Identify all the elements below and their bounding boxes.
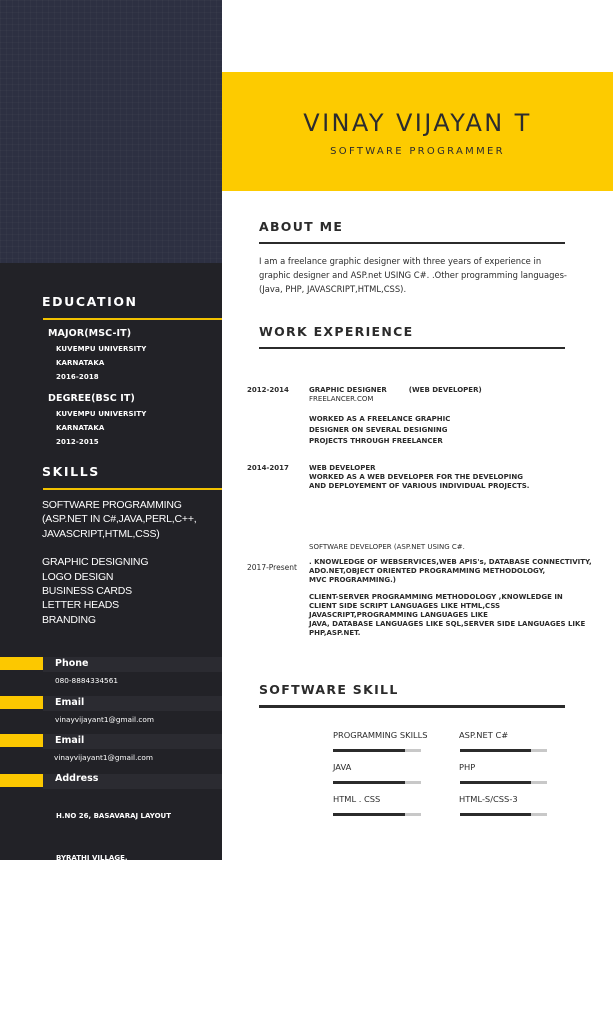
skill-item: LETTER HEADS [42, 599, 119, 612]
skill-bar [460, 781, 547, 784]
job-dates: 2014-2017 [247, 464, 289, 472]
job-desc-line: PHP,ASP.NET. [309, 629, 361, 637]
education-years: 2012-2015 [56, 438, 99, 446]
education-location: KARNATAKA [56, 424, 105, 432]
address-label: Address [55, 773, 99, 784]
skill-bar-fill [460, 813, 531, 816]
education-location: KARNATAKA [56, 359, 105, 367]
address-value [56, 781, 171, 1019]
address-marker-icon [0, 774, 43, 787]
email-value[interactable]: vinayvijayant1@gmail.com [54, 753, 153, 762]
education-school: KUVEMPU UNIVERSITY [56, 345, 147, 353]
skill-item: BUSINESS CARDS [42, 585, 132, 598]
job-desc-line: CLIENT-SERVER PROGRAMMING METHODOLOGY ,KNOWLEDGE IN [309, 593, 563, 601]
name-header [222, 72, 613, 191]
about-text: I am a freelance graphic designer with three years of experience in graphic designer and ASP.net USING C#. .Other programming languages- (Java, PHP, JAVASCRIPT,HTML,CSS). [259, 256, 567, 294]
skill-bar [333, 813, 421, 816]
software-skill-label: HTML . CSS [333, 794, 381, 804]
job-desc-line: ADO.NET,OBJECT ORIENTED PROGRAMMING METHODOLOGY, [309, 567, 546, 575]
software-skill-label: JAVA [333, 762, 352, 772]
skill-item: SOFTWARE PROGRAMMING [42, 499, 182, 511]
education-years: 2016-2018 [56, 373, 99, 381]
skill-bar-fill [333, 781, 405, 784]
job-desc-line: WORKED AS A FREELANCE GRAPHIC [309, 415, 451, 423]
skill-bar-fill [333, 749, 405, 752]
education-item [48, 328, 146, 384]
job-dates: 2017-Present [247, 563, 297, 572]
software-skill-heading: SOFTWARE SKILL [259, 682, 399, 697]
skill-item: JAVASCRIPT,HTML,CSS) [42, 527, 160, 540]
education-degree: DEGREE(BSC IT) [48, 393, 135, 404]
education-degree: MAJOR(MSC-IT) [48, 328, 132, 339]
skill-bar-fill [333, 813, 405, 816]
person-name: VINAY VIJAYAN T [303, 109, 532, 137]
job-role: GRAPHIC DESIGNER [309, 386, 387, 394]
address-line: H.NO 26, BASAVARAJ LAYOUT [56, 812, 171, 820]
address-line: BYRATHI VILLAGE, [56, 854, 128, 862]
email-value[interactable]: vinayvijayant1@gmail.com [55, 715, 154, 724]
skill-item: LOGO DESIGN [42, 570, 114, 583]
software-skill-label: HTML-S/CSS-3 [459, 794, 518, 804]
skill-bar [460, 749, 547, 752]
education-school: KUVEMPU UNIVERSITY [56, 410, 147, 418]
job-entry [309, 386, 482, 447]
job-desc-line: . KNOWLEDGE OF WEBSERVICES,WEB APIS's, DATABASE CONNECTIVITY, [309, 558, 592, 566]
address-line: BANGALORE ,KARNATAKA, [56, 938, 162, 946]
skill-bar [460, 813, 547, 816]
email-marker-icon [0, 696, 43, 709]
job-role: WEB DEVELOPER [309, 464, 376, 472]
skills-divider [43, 488, 222, 490]
software-skill-label: PROGRAMMING SKILLS [333, 730, 428, 740]
address-line: 560077 [56, 980, 86, 988]
software-skill-label: ASP.NET C# [459, 730, 509, 740]
skills-heading: SKILLS [42, 464, 100, 479]
skill-bar [333, 781, 421, 784]
job-desc-line: CLIENT SIDE SCRIPT LANGUAGES LIKE HTML,CSS [309, 602, 501, 610]
job-desc-line: PROJECTS THROUGH FREELANCER [309, 437, 443, 445]
education-heading: EDUCATION [42, 294, 138, 309]
job-desc-line: JAVA, DATABASE LANGUAGES LIKE SQL,SERVER SIDE LANGUAGES LIKE [309, 620, 586, 628]
job-desc-line: JAVASCRIPT,PROGRAMMING LANGUAGES LIKE [309, 611, 488, 619]
education-item [48, 393, 146, 449]
skill-item: BRANDING [42, 613, 96, 626]
job-role: SOFTWARE DEVELOPER (ASP.NET USING C#. [309, 543, 465, 551]
email-marker-icon [0, 734, 43, 747]
skill-item: GRAPHIC DESIGNING [42, 556, 149, 569]
software-skill-divider [259, 705, 565, 708]
phone-value: 080-8884334561 [55, 676, 118, 685]
job-desc-line: MVC PROGRAMMING.) [309, 576, 396, 584]
skill-bar [333, 749, 421, 752]
job-dates: 2012-2014 [247, 386, 289, 394]
about-divider [259, 242, 565, 244]
skills-list [42, 498, 220, 627]
education-divider [43, 318, 222, 320]
job-title: SOFTWARE PROGRAMMER [330, 146, 505, 157]
job-desc-line: DESIGNER ON SEVERAL DESIGNING [309, 426, 448, 434]
about-heading: ABOUT ME [259, 219, 344, 234]
job-entry [309, 464, 529, 491]
skill-item: (ASP.NET IN C#,JAVA,PERL,C++, [42, 513, 197, 526]
sidebar [0, 0, 222, 988]
job-entry [309, 543, 592, 638]
work-heading: WORK EXPERIENCE [259, 324, 414, 339]
job-desc-line: AND DEPLOYEMENT OF VARIOUS INDIVIDUAL PROJECTS. [309, 482, 530, 490]
email-label: Email [55, 735, 85, 746]
job-role-extra: (WEB DEVELOPER) [408, 386, 482, 394]
profile-photo-area [0, 0, 222, 263]
address-line: KOTHANUR, [56, 896, 103, 904]
phone-label: Phone [55, 658, 89, 669]
job-company: FREELANCER.COM [309, 395, 374, 403]
skill-bar-fill [460, 781, 531, 784]
job-desc-line: WORKED AS A WEB DEVELOPER FOR THE DEVELOPING [309, 473, 523, 481]
work-divider [259, 347, 565, 349]
skill-bar-fill [460, 749, 531, 752]
email-label: Email [55, 697, 85, 708]
phone-marker-icon [0, 657, 43, 670]
software-skill-label: PHP [459, 762, 476, 772]
